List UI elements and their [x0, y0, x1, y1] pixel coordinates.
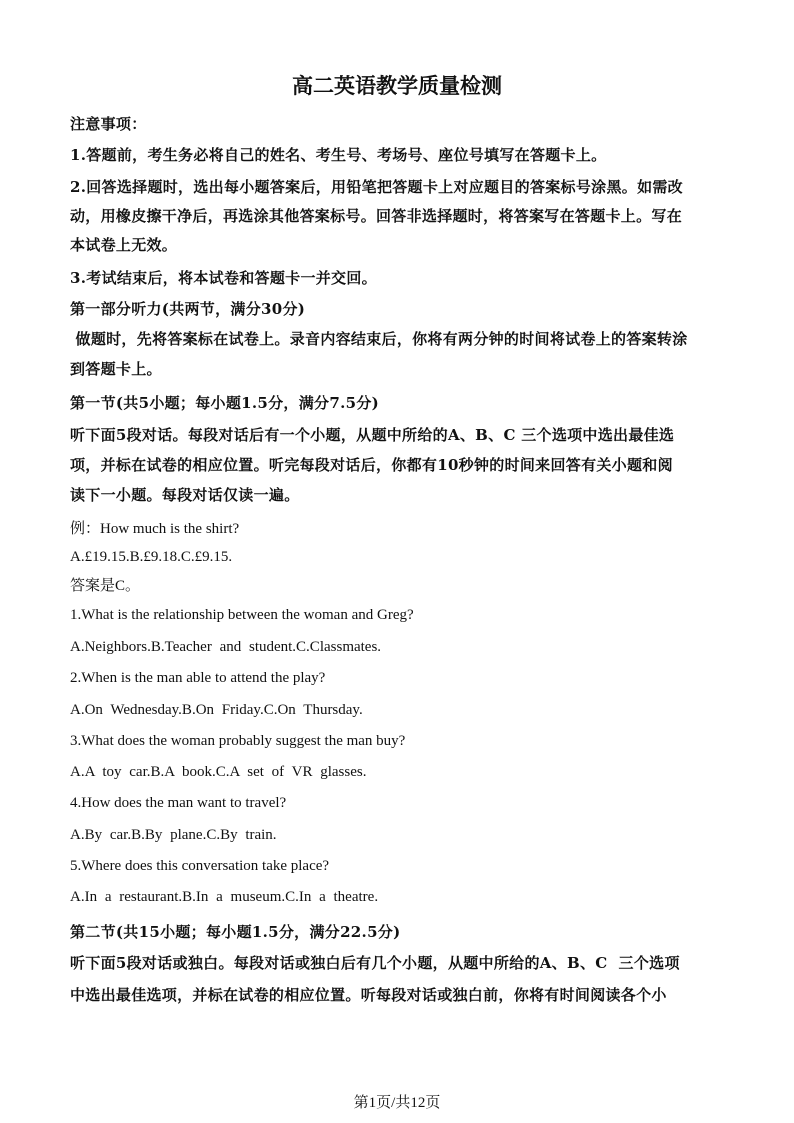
page-number: 第1页/共12页 — [353, 1095, 441, 1111]
section2-heading: 第二节(共15小题；每小题1.5分，满分22.5分) — [70, 923, 401, 941]
page-title: 高二英语教学质量检测 — [292, 73, 502, 98]
section2-intro-line: 听下面5段对话或独白。每段对话或独白后有几个小题，从题中所给的A、B、C 三个选项 — [70, 954, 680, 972]
question-options: A.Neighbors.B.Teacher and student.C.Classmates. — [70, 639, 382, 655]
question-text: 5.Where does this conversation take place? — [70, 858, 330, 874]
question-text: 4.How does the man want to travel? — [70, 795, 287, 811]
question-text: 3.What does the woman probably suggest the man buy? — [70, 733, 406, 749]
example-options: A.£19.15.B.£9.18.C.£9.15. — [70, 549, 233, 565]
example-question: 例：How much is the shirt? — [70, 521, 240, 537]
notice-heading: 注意事项： — [70, 115, 147, 133]
notice-line: 3.考试结束后，将本试卷和答题卡一并交回。 — [70, 269, 377, 287]
part1-intro-line: 做题时，先将答案标在试卷上。录音内容结束后，你将有两分钟的时间将试卷上的答案转涂 — [70, 330, 688, 348]
question-options: A.By car.B.By plane.C.By train. — [70, 827, 277, 843]
question-text: 1.What is the relationship between the woman and Greg? — [70, 607, 414, 623]
part1-intro-line: 到答题卡上。 — [70, 360, 162, 378]
question-text: 2.When is the man able to attend the play? — [70, 670, 326, 686]
question-options: A.In a restaurant.B.In a museum.C.In a theatre. — [70, 889, 379, 905]
notice-line: 1.答题前，考生务必将自己的姓名、考生号、考场号、座位号填写在答题卡上。 — [70, 146, 607, 164]
section1-intro-line: 读下一小题。每段对话仅读一遍。 — [70, 486, 300, 504]
example-answer: 答案是C。 — [70, 578, 141, 594]
notice-line: 本试卷上无效。 — [70, 236, 178, 254]
notice-line: 2.回答选择题时，选出每小题答案后，用铅笔把答题卡上对应题目的答案标号涂黑。如需改 — [70, 178, 683, 196]
question-options: A.On Wednesday.B.On Friday.C.On Thursday. — [70, 702, 363, 718]
section1-heading: 第一节(共5小题；每小题1.5分，满分7.5分) — [70, 394, 380, 412]
notice-line: 动，用橡皮擦干净后，再选涂其他答案标号。回答非选择题时，将答案写在答题卡上。写在 — [70, 207, 683, 225]
question-options: A.A toy car.B.A book.C.A set of VR glasses. — [70, 764, 367, 780]
section2-intro-line: 中选出最佳选项，并标在试卷的相应位置。听每段对话或独白前，你将有时间阅读各个小 — [70, 986, 667, 1004]
section1-intro-line: 项，并标在试卷的相应位置。听完每段对话后，你都有10秒钟的时间来回答有关小题和阅 — [70, 456, 673, 474]
part1-heading: 第一部分听力(共两节，满分30分) — [70, 300, 306, 318]
section1-intro-line: 听下面5段对话。每段对话后有一个小题，从题中所给的A、B、C 三个选项中选出最佳选 — [70, 426, 675, 444]
